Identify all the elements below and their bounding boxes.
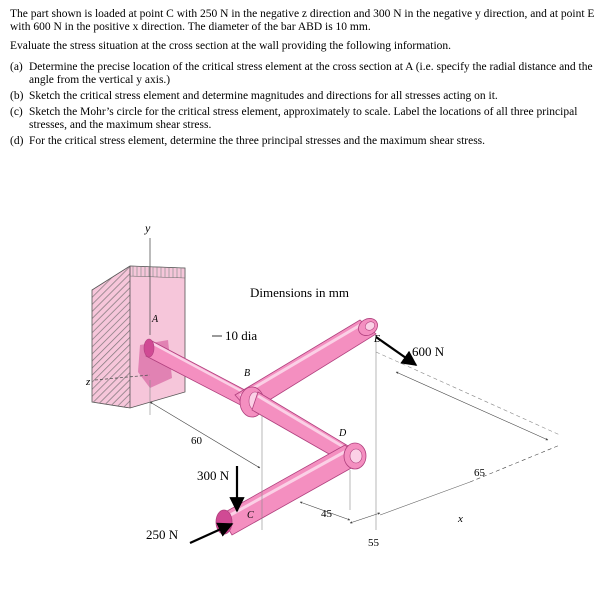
point-e-label: E	[374, 334, 381, 345]
dim-55-label: 55	[368, 537, 379, 549]
point-d-label: D	[339, 428, 347, 439]
point-c-label: C	[247, 510, 254, 521]
question-b-label: (b)	[10, 90, 24, 102]
intro-paragraph: The part shown is loaded at point C with 250 N in the negative z direction and 300 N in the negative y direction, and at point E with 600 N in the positive x direction. The diameter of the bar ABD is 10 mm.	[10, 8, 595, 33]
question-d-label: (d)	[10, 135, 24, 147]
dim-60-label: 60	[191, 435, 202, 447]
force-c-z-label: 250 N	[146, 527, 179, 542]
force-e-label: 600 N	[412, 344, 445, 359]
z-axis-label: z	[86, 376, 91, 388]
question-b	[10, 90, 602, 103]
point-a-label: A	[152, 314, 159, 325]
y-axis-label: y	[145, 221, 151, 235]
dimensions-note: Dimensions in mm	[250, 285, 349, 300]
question-c	[10, 106, 602, 132]
question-b-text: Sketch the critical stress element and determine magnitudes and directions for all stresses acting on it.	[29, 90, 498, 102]
question-c-text: Sketch the Mohr’s circle for the critical stress element, approximately to scale. Label the locations of all three principal stresses, and the maximum shear stress.	[29, 106, 578, 131]
problem-statement	[10, 8, 602, 151]
dim-65-label: 65	[474, 467, 485, 479]
question-a-label: (a)	[10, 61, 23, 73]
question-a-text: Determine the precise location of the critical stress element at the cross section at A (i.e. specify the radial distance and the angle from the vertical y axis.)	[29, 61, 593, 86]
projection-lines	[150, 335, 560, 530]
wall	[92, 266, 185, 408]
point-b-label: B	[244, 368, 251, 379]
x-axis-label: x	[458, 513, 463, 525]
lower-crank-arm	[216, 443, 366, 535]
force-c-y-label: 300 N	[197, 468, 230, 483]
question-d-text: For the critical stress element, determine the three principal stresses and the maximum shear stress.	[29, 135, 486, 147]
question-d	[10, 135, 602, 148]
shaft-figure	[0, 210, 615, 595]
question-list	[10, 61, 602, 148]
diameter-label: 10 dia	[225, 328, 258, 343]
dim-45-label: 45	[321, 508, 332, 520]
question-a	[10, 61, 602, 87]
question-c-label: (c)	[10, 106, 23, 118]
evaluate-paragraph: Evaluate the stress situation at the cross section at the wall providing the following information.	[10, 40, 452, 52]
